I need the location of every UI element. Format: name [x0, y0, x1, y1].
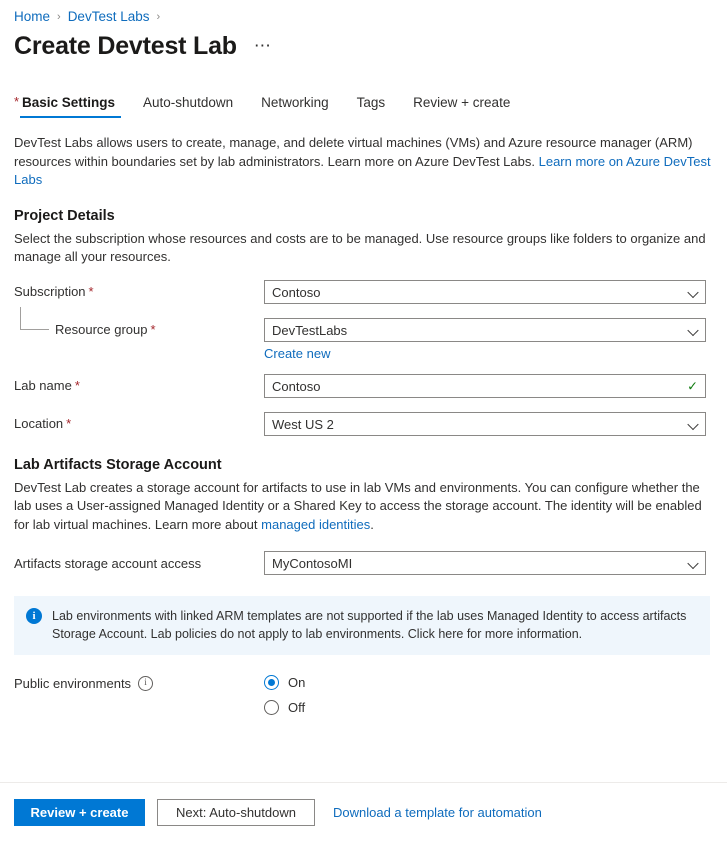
artifacts-storage-dropdown[interactable]: MyContosoMI: [264, 551, 706, 575]
tree-connector: [20, 307, 49, 330]
required-star-icon: *: [74, 378, 80, 393]
intro-text: DevTest Labs allows users to create, manage, and delete virtual machines (VMs) and Azure resource manager (ARM) resources within boundaries set by lab administrators. Learn more on Azure DevTest Labs.: [14, 135, 693, 169]
form-content: [0, 134, 727, 715]
lab-name-input[interactable]: Contoso: [264, 374, 706, 398]
tab-basic-settings[interactable]: [14, 95, 129, 118]
required-star-icon: *: [14, 94, 20, 109]
download-template-link[interactable]: Download a template for automation: [333, 805, 542, 820]
subscription-label-text: Subscription: [14, 284, 86, 299]
intro-description: [14, 134, 713, 190]
public-environments-field: [264, 675, 706, 715]
tab-auto-shutdown-label: Auto-shutdown: [143, 95, 234, 110]
artifacts-storage-label: [14, 556, 264, 571]
project-details-heading: Project Details: [14, 207, 115, 224]
create-new-row: [264, 346, 713, 361]
location-label: [14, 416, 264, 431]
radio-off-label: Off: [288, 700, 306, 715]
info-tooltip-icon[interactable]: i: [138, 676, 153, 691]
project-details-description: Select the subscription whose resources and costs are to be managed. Use resource groups like folders to organize and manage all your resources.: [14, 230, 706, 264]
info-banner-text: Lab environments with linked ARM templates are not supported if the lab uses Managed Identity to access artifacts Storage Account. Lab policies do not apply to lab environments. Click here for more information.: [52, 609, 687, 641]
tab-basic-settings-label: Basic Settings: [22, 95, 116, 110]
artifacts-storage-row: [14, 550, 713, 576]
location-label-text: Location: [14, 416, 64, 431]
lab-name-label: [14, 378, 264, 393]
artifacts-storage-label-text: Artifacts storage account access: [14, 555, 202, 571]
breadcrumb-item-devtest-labs[interactable]: DevTest Labs: [67, 9, 150, 24]
title-row: [0, 24, 727, 61]
resource-group-row: [14, 317, 713, 343]
subscription-label: [14, 284, 264, 299]
breadcrumb: [0, 0, 727, 24]
storage-description-text: DevTest Lab creates a storage account for artifacts to use in lab VMs and environments. You can configure whether the lab uses a User-assigned Managed Identity or a Shared Key to access the storage account. The identity will be enabled for lab virtual machines. Learn more about: [14, 479, 702, 532]
resource-group-field: [264, 318, 706, 342]
lab-name-label-text: Lab name: [14, 378, 72, 393]
breadcrumb-separator-icon-2: ›: [156, 10, 161, 23]
tab-review-create-label: Review + create: [413, 95, 511, 110]
more-options-icon[interactable]: ⋯: [253, 36, 271, 55]
required-star-icon: *: [150, 322, 156, 337]
artifacts-storage-field: [264, 551, 706, 575]
tab-tags-label: Tags: [356, 95, 386, 110]
resource-group-label: [14, 322, 264, 337]
subscription-dropdown[interactable]: Contoso: [264, 280, 706, 304]
required-star-icon: *: [88, 284, 94, 299]
storage-section-description: [14, 479, 713, 535]
location-field: [264, 412, 706, 436]
radio-on-label: On: [288, 675, 306, 690]
storage-section-heading: Lab Artifacts Storage Account: [14, 456, 222, 473]
managed-identities-link[interactable]: managed identities: [261, 516, 371, 532]
info-icon: i: [26, 608, 42, 624]
tab-auto-shutdown[interactable]: [129, 95, 247, 118]
storage-description-text-after: .: [370, 516, 374, 532]
page-title: Create Devtest Lab: [14, 32, 237, 60]
location-dropdown[interactable]: West US 2: [264, 412, 706, 436]
tab-networking[interactable]: [247, 95, 343, 118]
breadcrumb-separator-icon: ›: [57, 10, 61, 23]
location-row: [14, 411, 713, 437]
public-environments-label-text: Public environments: [14, 676, 132, 691]
resource-group-label-text: Resource group: [55, 322, 148, 337]
tab-tags[interactable]: [343, 95, 400, 118]
required-star-icon: *: [66, 416, 72, 431]
subscription-field: [264, 280, 706, 304]
radio-on-icon[interactable]: [264, 675, 279, 690]
public-environments-row: [14, 675, 713, 715]
tab-review-create[interactable]: [399, 95, 524, 118]
review-create-button[interactable]: Review + create: [14, 799, 145, 826]
subscription-row: [14, 279, 713, 305]
breadcrumb-item-home[interactable]: Home: [14, 9, 51, 24]
resource-group-dropdown[interactable]: DevTestLabs: [264, 318, 706, 342]
tab-bar: [0, 86, 727, 118]
lab-name-field: [264, 374, 706, 398]
tab-networking-label: Networking: [261, 95, 329, 110]
info-banner: [14, 596, 710, 655]
create-new-resource-group-link[interactable]: Create new: [264, 345, 331, 361]
azure-devtest-labs-link[interactable]: Learn more on Azure DevTest Labs: [14, 153, 711, 187]
public-environments-radio-group: [264, 675, 706, 715]
radio-off-icon[interactable]: [264, 700, 279, 715]
valid-check-icon: ✓: [687, 378, 698, 393]
public-environments-label: [14, 675, 264, 691]
radio-option-off[interactable]: [264, 700, 706, 715]
lab-name-row: [14, 373, 713, 399]
footer-bar: [0, 782, 727, 842]
radio-option-on[interactable]: [264, 675, 706, 690]
next-auto-shutdown-button[interactable]: Next: Auto-shutdown: [157, 799, 315, 826]
